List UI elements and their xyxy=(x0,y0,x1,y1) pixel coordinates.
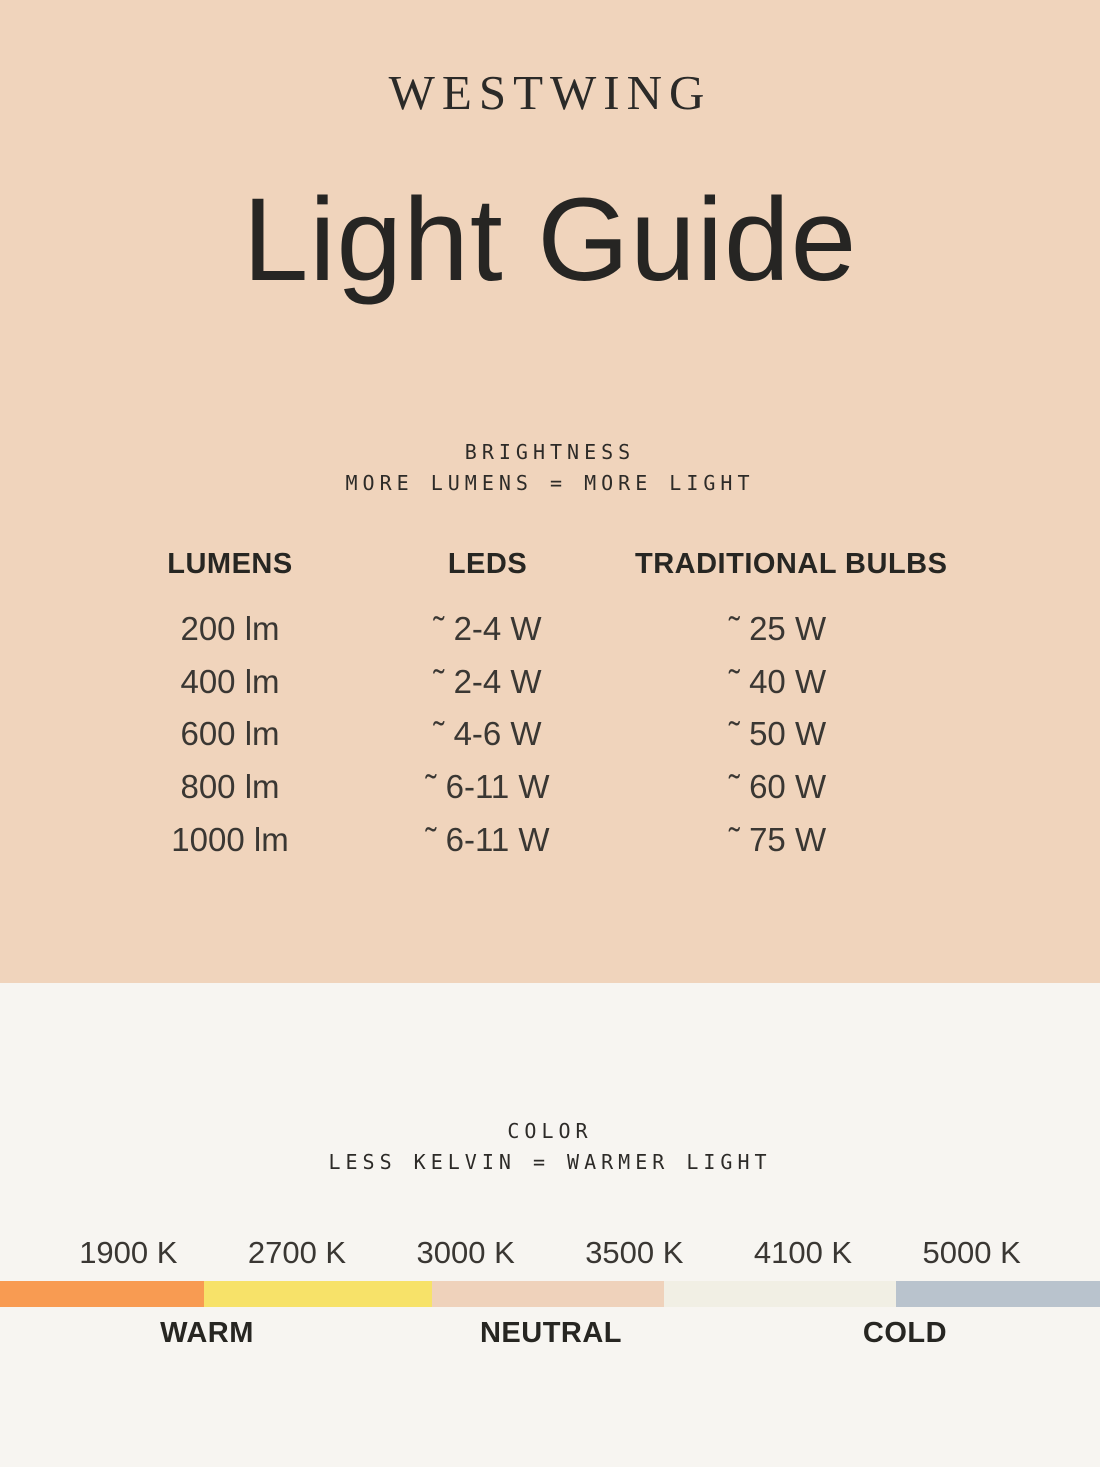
table-row xyxy=(120,708,920,761)
brand-logo: WESTWING xyxy=(388,65,712,120)
scale-segment-warm-yellow xyxy=(204,1281,433,1307)
temp-label-cold: COLD xyxy=(862,1317,948,1349)
kelvin-label-2700k: 2700 K xyxy=(247,1235,347,1270)
color-heading-block xyxy=(0,1116,1100,1178)
lumens-cell: 400 lm xyxy=(180,662,280,700)
lumens-cell: 1000 lm xyxy=(171,820,289,858)
bulbs-cell: ˜ 60 W xyxy=(728,768,827,806)
header-traditional-bulbs: TRADITIONAL BULBS xyxy=(635,548,948,580)
temp-label-neutral: NEUTRAL xyxy=(479,1317,623,1349)
scale-segment-warm-orange xyxy=(0,1281,204,1307)
bulbs-cell: ˜ 75 W xyxy=(728,820,827,858)
brightness-table xyxy=(120,548,948,866)
kelvin-labels-row xyxy=(0,1235,1100,1271)
bulbs-cell: ˜ 40 W xyxy=(728,662,827,700)
kelvin-label-5000k: 5000 K xyxy=(922,1235,1021,1270)
color-section xyxy=(0,983,1100,1467)
page-title: Light Guide xyxy=(242,174,858,306)
brightness-heading-block xyxy=(0,437,1100,499)
leds-cell: ˜ 2-4 W xyxy=(433,610,542,648)
kelvin-label-4100k: 4100 K xyxy=(753,1235,853,1270)
color-subheading: LESS KELVIN = WARMER LIGHT xyxy=(328,1150,772,1174)
table-row xyxy=(120,761,920,814)
brightness-subheading: MORE LUMENS = MORE LIGHT xyxy=(345,471,755,495)
leds-cell: ˜ 6-11 W xyxy=(425,768,550,806)
temp-label-warm: WARM xyxy=(160,1317,254,1349)
color-heading: COLOR xyxy=(507,1119,593,1143)
brightness-heading: BRIGHTNESS xyxy=(464,440,636,464)
lumens-cell: 600 lm xyxy=(180,715,280,753)
bulbs-cell: ˜ 25 W xyxy=(728,610,827,648)
kelvin-label-1900k: 1900 K xyxy=(79,1235,178,1270)
table-row xyxy=(120,603,920,656)
table-row xyxy=(120,813,920,866)
lumens-cell: 800 lm xyxy=(180,768,280,806)
temperature-labels-row xyxy=(0,1317,1100,1355)
bulbs-cell: ˜ 50 W xyxy=(728,715,827,753)
scale-segment-neutral-cream xyxy=(664,1281,896,1307)
brightness-table-header-row xyxy=(120,548,948,581)
leds-cell: ˜ 6-11 W xyxy=(425,820,550,858)
header-leds: LEDS xyxy=(447,548,528,580)
scale-segment-cold-blue xyxy=(896,1281,1100,1307)
lumens-cell: 200 lm xyxy=(180,610,280,648)
kelvin-label-3500k: 3500 K xyxy=(585,1235,684,1270)
kelvin-scale-bar xyxy=(0,1281,1100,1307)
header-lumens: LUMENS xyxy=(167,548,293,580)
table-row xyxy=(120,656,920,709)
scale-segment-neutral-peach xyxy=(432,1281,664,1307)
leds-cell: ˜ 2-4 W xyxy=(433,662,542,700)
kelvin-label-3000k: 3000 K xyxy=(416,1235,515,1270)
leds-cell: ˜ 4-6 W xyxy=(433,715,542,753)
